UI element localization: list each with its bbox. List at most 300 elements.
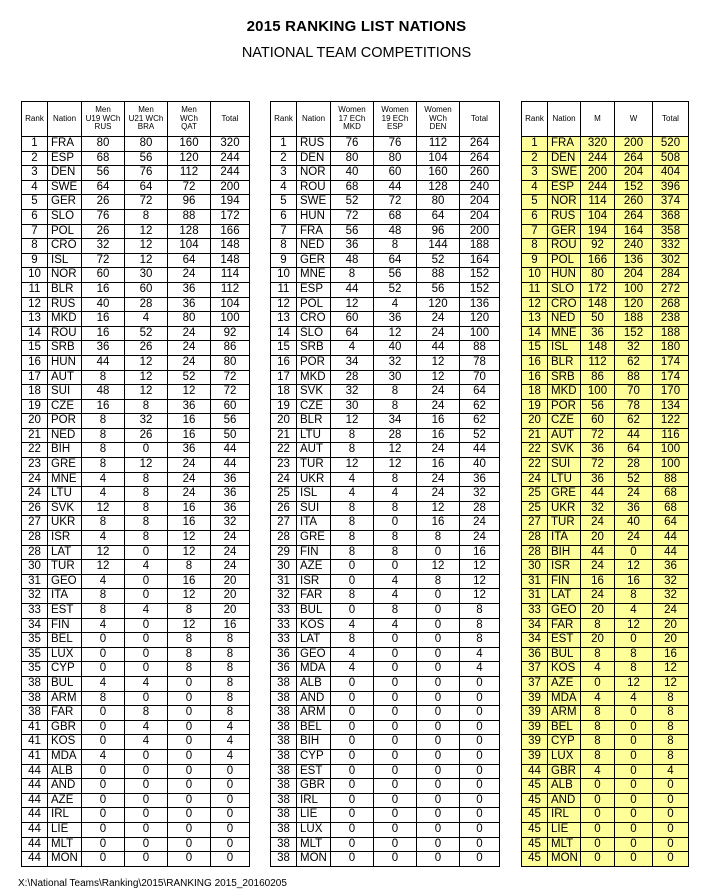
nation-cell: LIE: [297, 808, 331, 823]
points-cell: 12: [615, 618, 653, 633]
points-cell: 0: [374, 676, 417, 691]
points-cell: 0: [581, 822, 615, 837]
nation-cell: FAR: [48, 706, 82, 721]
points-cell: 16: [82, 399, 125, 414]
points-cell: 8: [331, 428, 374, 443]
nation-cell: ALB: [48, 764, 82, 779]
points-cell: 44: [82, 355, 125, 370]
nation-cell: ISL: [48, 253, 82, 268]
table-row: [271, 662, 500, 677]
nation-cell: CZE: [297, 399, 331, 414]
points-cell: 160: [417, 166, 460, 181]
nation-cell: BUL: [297, 604, 331, 619]
rank-cell: 45: [522, 793, 548, 808]
men-ranking-table: [21, 101, 250, 867]
table-row: [271, 720, 500, 735]
points-cell: 8: [168, 604, 211, 619]
rank-cell: 11: [522, 282, 548, 297]
table-row: [522, 662, 689, 677]
points-cell: 8: [581, 706, 615, 721]
total-cell: 0: [460, 793, 500, 808]
nation-cell: CZE: [48, 399, 82, 414]
nation-cell: ROU: [297, 180, 331, 195]
total-cell: 396: [653, 180, 689, 195]
total-cell: 174: [653, 370, 689, 385]
points-cell: 0: [125, 822, 168, 837]
table-row: [271, 574, 500, 589]
total-cell: 24: [460, 516, 500, 531]
points-cell: 164: [615, 224, 653, 239]
points-cell: 24: [168, 326, 211, 341]
table-row: [522, 370, 689, 385]
points-cell: 60: [125, 282, 168, 297]
total-cell: 20: [653, 618, 689, 633]
rank-cell: 3: [22, 166, 48, 181]
points-cell: 32: [82, 239, 125, 254]
rank-cell: 16: [522, 355, 548, 370]
points-cell: 20: [581, 531, 615, 546]
points-cell: 172: [581, 282, 615, 297]
points-cell: 0: [125, 618, 168, 633]
rank-cell: 38: [22, 691, 48, 706]
table-row: [271, 487, 500, 502]
rank-cell: 20: [22, 414, 48, 429]
total-cell: 12: [653, 662, 689, 677]
points-cell: 0: [168, 691, 211, 706]
points-cell: 166: [581, 253, 615, 268]
nation-cell: BIH: [548, 545, 581, 560]
points-cell: 8: [82, 604, 125, 619]
rank-cell: 38: [271, 764, 297, 779]
nation-cell: FAR: [548, 618, 581, 633]
points-cell: 120: [615, 297, 653, 312]
points-cell: 32: [125, 414, 168, 429]
points-cell: 0: [82, 779, 125, 794]
nation-cell: TUR: [48, 560, 82, 575]
total-cell: 0: [653, 822, 689, 837]
table-row: [22, 735, 250, 750]
total-cell: 8: [653, 706, 689, 721]
nation-cell: CZE: [548, 414, 581, 429]
points-cell: 0: [331, 808, 374, 823]
rank-cell: 31: [22, 574, 48, 589]
rank-cell: 38: [271, 676, 297, 691]
points-cell: 0: [331, 764, 374, 779]
rank-cell: 28: [271, 531, 297, 546]
nation-cell: MON: [48, 852, 82, 867]
points-cell: 68: [331, 180, 374, 195]
rank-cell: 25: [522, 487, 548, 502]
table-row: [271, 589, 500, 604]
rank-cell: 25: [522, 501, 548, 516]
rank-cell: 5: [22, 195, 48, 210]
points-cell: 8: [168, 662, 211, 677]
table-row: [522, 852, 689, 867]
total-cell: 112: [211, 282, 250, 297]
points-cell: 4: [82, 749, 125, 764]
points-cell: 80: [417, 195, 460, 210]
total-cell: 20: [211, 589, 250, 604]
nation-cell: AUT: [548, 428, 581, 443]
points-cell: 12: [374, 443, 417, 458]
points-cell: 60: [581, 414, 615, 429]
rank-cell: 38: [271, 706, 297, 721]
points-cell: 8: [374, 501, 417, 516]
table-row: [271, 268, 500, 283]
points-cell: 56: [125, 151, 168, 166]
total-cell: 264: [460, 137, 500, 152]
points-cell: 8: [331, 531, 374, 546]
points-cell: 4: [125, 676, 168, 691]
total-cell: 0: [211, 837, 250, 852]
total-cell: 78: [460, 355, 500, 370]
nation-cell: IRL: [548, 808, 581, 823]
points-cell: 0: [168, 676, 211, 691]
nation-cell: SLO: [548, 282, 581, 297]
points-cell: 0: [168, 764, 211, 779]
nation-cell: EST: [48, 604, 82, 619]
rank-cell: 27: [22, 516, 48, 531]
table-row: [522, 253, 689, 268]
nation-cell: BEL: [48, 633, 82, 648]
nation-cell: CYP: [297, 749, 331, 764]
nation-cell: SUI: [48, 385, 82, 400]
points-cell: 0: [417, 545, 460, 560]
nation-cell: SUI: [297, 501, 331, 516]
points-cell: 24: [168, 458, 211, 473]
total-cell: 272: [653, 282, 689, 297]
points-cell: 12: [615, 676, 653, 691]
points-cell: 12: [417, 501, 460, 516]
points-cell: 20: [581, 633, 615, 648]
points-cell: 16: [417, 516, 460, 531]
points-cell: 12: [82, 545, 125, 560]
total-cell: 0: [460, 735, 500, 750]
rank-cell: 34: [22, 618, 48, 633]
total-cell: 136: [460, 297, 500, 312]
table-row: [22, 764, 250, 779]
rank-cell: 41: [22, 720, 48, 735]
points-cell: 30: [331, 399, 374, 414]
nation-cell: ISR: [297, 574, 331, 589]
points-cell: 0: [417, 808, 460, 823]
rank-cell: 15: [522, 341, 548, 356]
total-cell: 44: [460, 443, 500, 458]
nation-cell: LAT: [297, 633, 331, 648]
nation-cell: SRB: [48, 341, 82, 356]
table-row: [522, 341, 689, 356]
points-cell: 0: [417, 837, 460, 852]
table-row: [522, 501, 689, 516]
table-row: [271, 443, 500, 458]
table-row: [22, 793, 250, 808]
table-row: [271, 209, 500, 224]
points-cell: 0: [168, 852, 211, 867]
table-row: [522, 166, 689, 181]
table-row: [522, 385, 689, 400]
points-cell: 12: [125, 239, 168, 254]
points-cell: 0: [82, 852, 125, 867]
overall-header-cell: Rank: [522, 102, 548, 137]
points-cell: 100: [581, 385, 615, 400]
points-cell: 260: [615, 195, 653, 210]
nation-cell: AZE: [48, 793, 82, 808]
points-cell: 52: [125, 326, 168, 341]
points-cell: 0: [125, 852, 168, 867]
total-cell: 8: [211, 691, 250, 706]
points-cell: 4: [374, 297, 417, 312]
rank-cell: 14: [522, 326, 548, 341]
nation-cell: KOS: [48, 735, 82, 750]
nation-cell: RUS: [548, 209, 581, 224]
table-row: [522, 516, 689, 531]
points-cell: 0: [374, 691, 417, 706]
points-cell: 8: [331, 589, 374, 604]
table-row: [22, 166, 250, 181]
points-cell: 204: [615, 166, 653, 181]
rank-cell: 19: [22, 399, 48, 414]
total-cell: 100: [653, 443, 689, 458]
total-cell: 8: [211, 647, 250, 662]
nation-cell: NOR: [548, 195, 581, 210]
total-cell: 0: [460, 852, 500, 867]
men-table-body: [22, 137, 250, 867]
nation-cell: LIE: [48, 822, 82, 837]
table-row: [22, 428, 250, 443]
nation-cell: EST: [297, 764, 331, 779]
table-row: [271, 137, 500, 152]
total-cell: 0: [211, 779, 250, 794]
table-row: [271, 151, 500, 166]
nation-cell: NED: [297, 239, 331, 254]
men-header-cell: Total: [211, 102, 250, 137]
points-cell: 88: [417, 268, 460, 283]
total-cell: 8: [211, 633, 250, 648]
points-cell: 264: [615, 209, 653, 224]
points-cell: 56: [331, 224, 374, 239]
nation-cell: CYP: [548, 735, 581, 750]
table-row: [22, 691, 250, 706]
points-cell: 24: [581, 589, 615, 604]
table-row: [522, 399, 689, 414]
table-row: [22, 355, 250, 370]
total-cell: 32: [211, 516, 250, 531]
points-cell: 4: [331, 662, 374, 677]
total-cell: 0: [460, 749, 500, 764]
points-cell: 0: [374, 560, 417, 575]
points-cell: 80: [82, 137, 125, 152]
points-cell: 36: [331, 239, 374, 254]
rank-cell: 32: [22, 589, 48, 604]
table-row: [522, 560, 689, 575]
points-cell: 0: [374, 764, 417, 779]
points-cell: 0: [82, 647, 125, 662]
points-cell: 68: [374, 209, 417, 224]
table-row: [22, 458, 250, 473]
total-cell: 0: [460, 691, 500, 706]
table-row: [271, 764, 500, 779]
nation-cell: ROU: [548, 239, 581, 254]
points-cell: 28: [331, 370, 374, 385]
total-cell: 80: [211, 355, 250, 370]
table-row: [22, 224, 250, 239]
points-cell: 136: [615, 253, 653, 268]
points-cell: 12: [125, 253, 168, 268]
points-cell: 64: [82, 180, 125, 195]
points-cell: 30: [374, 370, 417, 385]
nation-cell: POR: [548, 399, 581, 414]
table-row: [22, 151, 250, 166]
points-cell: 152: [615, 326, 653, 341]
points-cell: 8: [581, 749, 615, 764]
points-cell: 86: [581, 370, 615, 385]
nation-cell: ROU: [48, 326, 82, 341]
nation-cell: CYP: [48, 662, 82, 677]
rank-cell: 17: [22, 370, 48, 385]
points-cell: 4: [82, 676, 125, 691]
points-cell: 62: [615, 414, 653, 429]
nation-cell: SLO: [48, 209, 82, 224]
nation-cell: ARM: [548, 706, 581, 721]
points-cell: 188: [615, 312, 653, 327]
points-cell: 76: [374, 137, 417, 152]
total-cell: 260: [460, 166, 500, 181]
nation-cell: FIN: [297, 545, 331, 560]
rank-cell: 9: [271, 253, 297, 268]
nation-cell: ISR: [548, 560, 581, 575]
nation-cell: SWE: [297, 195, 331, 210]
points-cell: 0: [125, 633, 168, 648]
points-cell: 4: [331, 341, 374, 356]
points-cell: 72: [581, 458, 615, 473]
total-cell: 374: [653, 195, 689, 210]
table-row: [22, 180, 250, 195]
rank-cell: 27: [271, 516, 297, 531]
overall-header-cell: M: [581, 102, 615, 137]
nation-cell: LUX: [48, 647, 82, 662]
nation-cell: POL: [548, 253, 581, 268]
total-cell: 8: [653, 691, 689, 706]
nation-cell: MDA: [48, 749, 82, 764]
points-cell: 12: [168, 589, 211, 604]
table-row: [22, 472, 250, 487]
total-cell: 332: [653, 239, 689, 254]
table-row: [522, 604, 689, 619]
table-row: [522, 487, 689, 502]
table-row: [271, 501, 500, 516]
table-row: [271, 370, 500, 385]
points-cell: 8: [82, 589, 125, 604]
table-row: [22, 209, 250, 224]
points-cell: 44: [615, 428, 653, 443]
points-cell: 112: [168, 166, 211, 181]
points-cell: 12: [125, 224, 168, 239]
points-cell: 0: [374, 822, 417, 837]
table-row: [522, 239, 689, 254]
points-cell: 56: [581, 399, 615, 414]
table-row: [271, 355, 500, 370]
points-cell: 0: [331, 706, 374, 721]
points-cell: 4: [374, 487, 417, 502]
total-cell: 16: [211, 618, 250, 633]
nation-cell: POR: [297, 355, 331, 370]
points-cell: 0: [125, 691, 168, 706]
nation-cell: NED: [48, 428, 82, 443]
total-cell: 64: [460, 385, 500, 400]
total-cell: 508: [653, 151, 689, 166]
nation-cell: MDA: [297, 662, 331, 677]
rank-cell: 38: [22, 706, 48, 721]
total-cell: 72: [211, 385, 250, 400]
rank-cell: 15: [22, 341, 48, 356]
points-cell: 52: [417, 253, 460, 268]
points-cell: 0: [331, 735, 374, 750]
points-cell: 0: [374, 516, 417, 531]
total-cell: 0: [211, 808, 250, 823]
table-row: [522, 268, 689, 283]
points-cell: 0: [82, 822, 125, 837]
nation-cell: IRL: [297, 793, 331, 808]
table-row: [522, 779, 689, 794]
nation-cell: GER: [48, 195, 82, 210]
rank-cell: 34: [522, 633, 548, 648]
rank-cell: 28: [22, 545, 48, 560]
nation-cell: SUI: [548, 458, 581, 473]
table-row: [522, 837, 689, 852]
rank-cell: 12: [22, 297, 48, 312]
nation-cell: GRE: [297, 531, 331, 546]
points-cell: 32: [374, 355, 417, 370]
points-cell: 0: [125, 764, 168, 779]
points-cell: 48: [331, 253, 374, 268]
points-cell: 0: [615, 706, 653, 721]
nation-cell: GEO: [548, 604, 581, 619]
points-cell: 8: [331, 516, 374, 531]
points-cell: 26: [82, 195, 125, 210]
rank-cell: 4: [271, 180, 297, 195]
table-row: [271, 195, 500, 210]
points-cell: 8: [125, 531, 168, 546]
points-cell: 0: [615, 764, 653, 779]
nation-cell: SRB: [297, 341, 331, 356]
total-cell: 62: [460, 399, 500, 414]
total-cell: 244: [211, 166, 250, 181]
nation-cell: KOS: [297, 618, 331, 633]
rank-cell: 22: [22, 443, 48, 458]
points-cell: 8: [82, 458, 125, 473]
total-cell: 8: [211, 706, 250, 721]
nation-cell: GRE: [548, 487, 581, 502]
points-cell: 0: [374, 779, 417, 794]
nation-cell: LTU: [297, 428, 331, 443]
table-row: [522, 633, 689, 648]
table-row: [522, 151, 689, 166]
table-row: [22, 487, 250, 502]
rank-cell: 38: [22, 676, 48, 691]
points-cell: 8: [581, 618, 615, 633]
nation-cell: KOS: [548, 662, 581, 677]
nation-cell: UKR: [548, 501, 581, 516]
points-cell: 8: [331, 633, 374, 648]
points-cell: 0: [417, 764, 460, 779]
women-header-row: [271, 102, 500, 137]
points-cell: 8: [615, 589, 653, 604]
points-cell: 148: [581, 341, 615, 356]
points-cell: 80: [581, 268, 615, 283]
points-cell: 148: [581, 297, 615, 312]
table-row: [22, 297, 250, 312]
table-row: [271, 428, 500, 443]
